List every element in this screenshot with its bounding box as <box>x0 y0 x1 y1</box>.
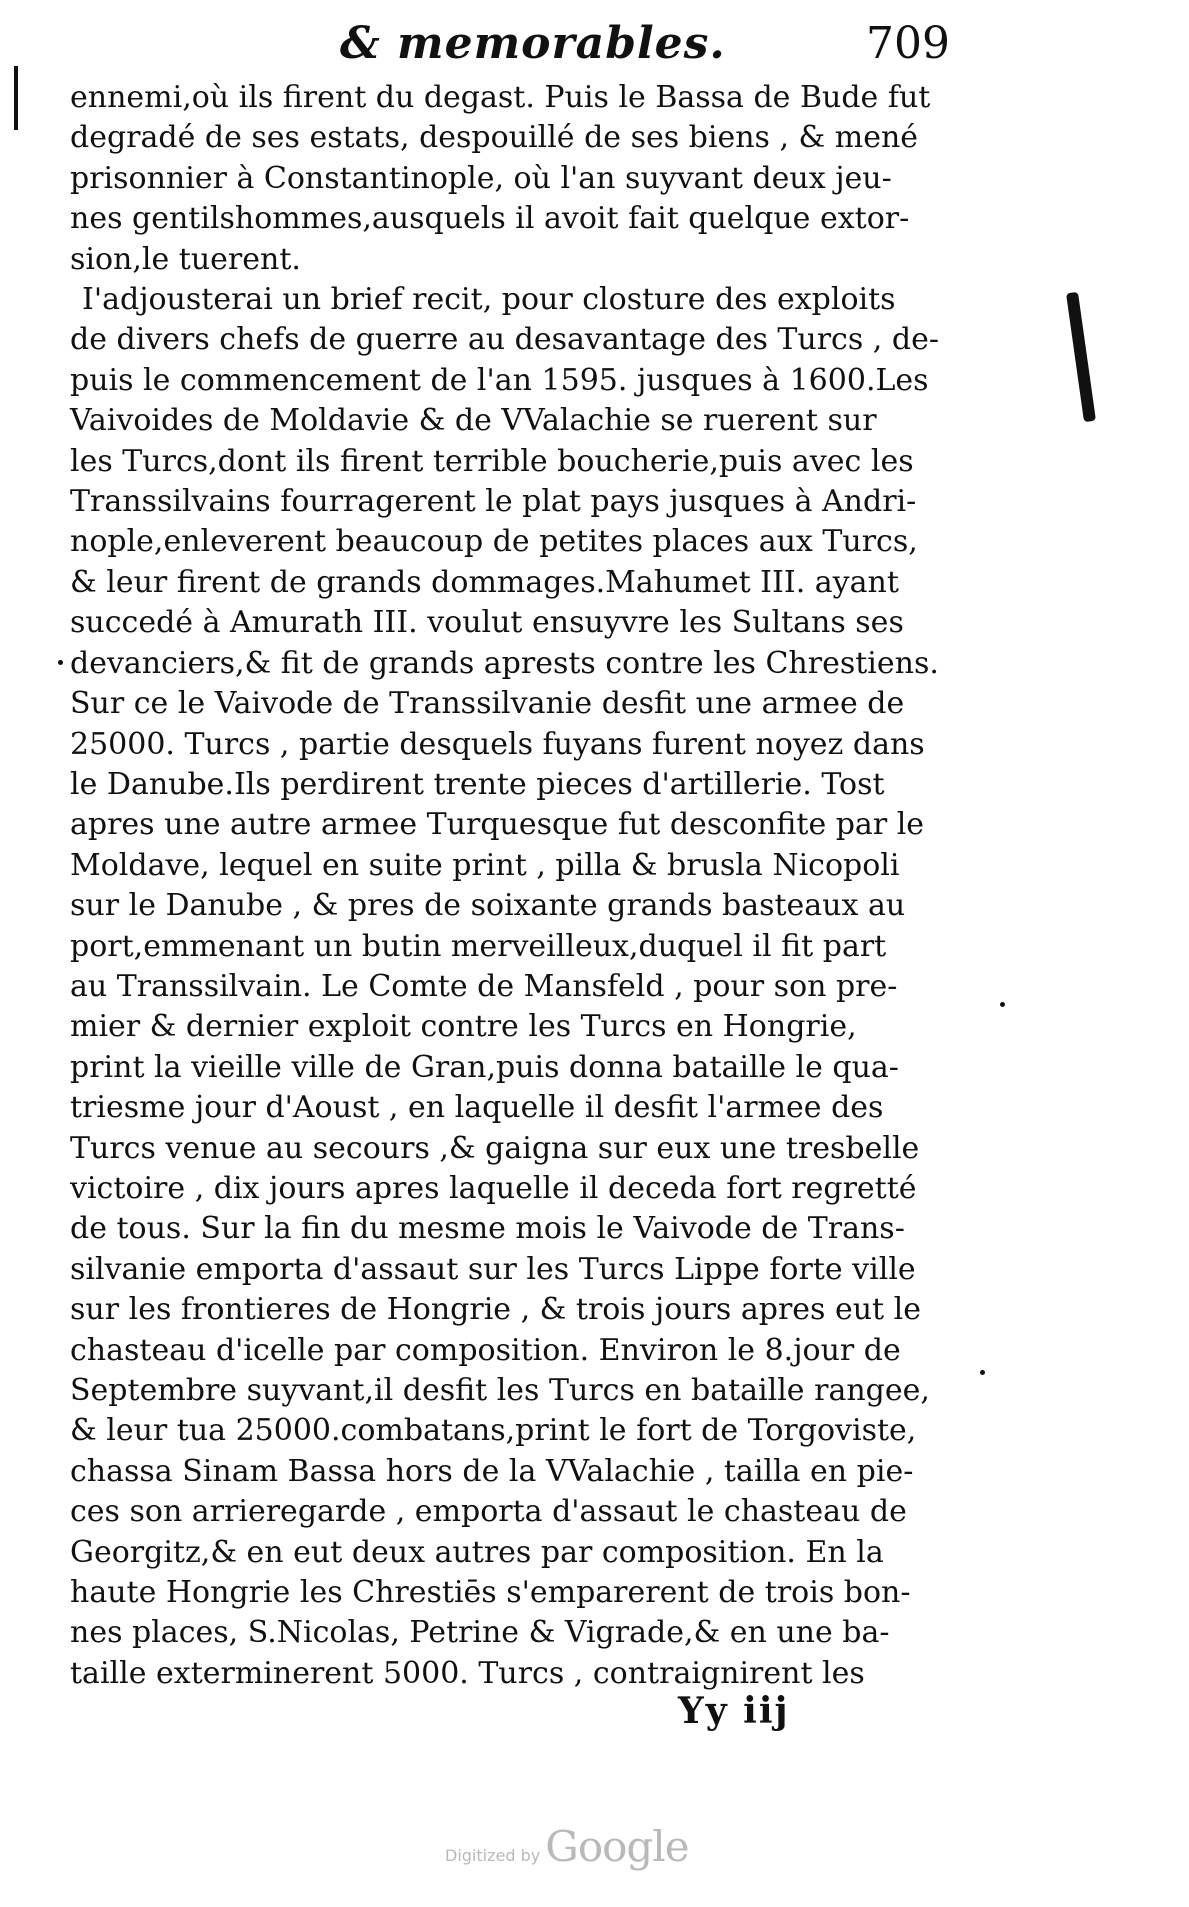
margin-stroke-left <box>14 66 18 130</box>
text-line: Moldave, lequel en suite print , pilla & brusla Nicopoli <box>70 847 900 883</box>
text-line: nople,enleverent beaucoup de petites places aux Turcs, <box>70 524 918 560</box>
body-text <box>70 78 939 1694</box>
page-header <box>60 18 950 78</box>
margin-dot <box>58 660 63 665</box>
text-line: nes places, S.Nicolas, Petrine & Vigrade,& en une ba- <box>70 1615 890 1651</box>
text-line: sur le Danube , & pres de soixante grands basteaux au <box>70 888 906 924</box>
text-line: le Danube.Ils perdirent trente pieces d'artillerie. Tost <box>70 766 885 802</box>
running-title: & memorables. <box>340 18 726 69</box>
text-line: Sur ce le Vaivode de Transsilvanie desfit une armee de <box>70 686 905 722</box>
text-line: silvanie emporta d'assaut sur les Turcs Lippe forte ville <box>70 1251 916 1287</box>
text-line: degradé de ses estats, despouillé de ses biens , & mené <box>70 120 919 156</box>
text-line: victoire , dix jours apres laquelle il deceda fort regretté <box>70 1170 917 1206</box>
text-line: Turcs venue au secours ,& gaigna sur eux une tresbelle <box>70 1130 920 1166</box>
text-line: haute Hongrie les Chrestiēs s'emparerent de trois bon- <box>70 1575 911 1611</box>
paragraph-start-line: I'adjousterai un brief recit, pour closture des exploits <box>82 282 896 318</box>
text-line: nes gentilshommes,ausquels il avoit fait quelque extor- <box>70 201 910 237</box>
text-line: de tous. Sur la fin du mesme mois le Vaivode de Trans- <box>70 1211 905 1247</box>
text-line: apres une autre armee Turquesque fut desconfite par le <box>70 807 925 843</box>
text-line: chasteau d'icelle par composition. Environ le 8.jour de <box>70 1332 901 1368</box>
text-line: devanciers,& fit de grands aprests contre les Chrestiens. <box>70 645 939 681</box>
text-line: prisonnier à Constantinople, où l'an suyvant deux jeu- <box>70 160 892 196</box>
digitized-watermark <box>445 1822 689 1871</box>
text-line: mier & dernier exploit contre les Turcs en Hongrie, <box>70 1009 857 1045</box>
text-line: Vaivoides de Moldavie & de VValachie se ruerent sur <box>70 403 877 439</box>
text-line: au Transsilvain. Le Comte de Mansfeld , pour son pre- <box>70 968 898 1004</box>
text-line: sur les frontieres de Hongrie , & trois jours apres eut le <box>70 1292 921 1328</box>
text-line: Transsilvains fourragerent le plat pays jusques à Andri- <box>70 484 917 520</box>
margin-stroke-right <box>1066 292 1096 422</box>
text-line: port,emmenant un butin merveilleux,duquel il fit part <box>70 928 887 964</box>
text-line: Georgitz,& en eut deux autres par composition. En la <box>70 1534 884 1570</box>
text-line: ces son arrieregarde , emporta d'assaut le chasteau de <box>70 1494 907 1530</box>
text-line: sion,le tuerent. <box>70 241 301 277</box>
text-line: puis le commencement de l'an 1595. jusques à 1600.Les <box>70 362 929 398</box>
text-line: 25000. Turcs , partie desquels fuyans furent noyez dans <box>70 726 925 762</box>
text-line: les Turcs,dont ils firent terrible boucherie,puis avec les <box>70 443 914 479</box>
text-line: Septembre suyvant,il desfit les Turcs en bataille rangee, <box>70 1373 930 1408</box>
google-logo: Google <box>545 1822 689 1871</box>
text-line: & leur firent de grands dommages.Mahumet III. ayant <box>70 564 899 600</box>
text-line: ennemi,où ils firent du degast. Puis le Bassa de Bude fut <box>70 80 931 115</box>
margin-dot <box>980 1370 985 1375</box>
signature-mark: Yy iij <box>678 1690 790 1732</box>
margin-dot <box>1000 1002 1005 1007</box>
page-number: 709 <box>866 18 950 69</box>
digitized-label: Digitized by <box>445 1846 541 1865</box>
text-line: succedé à Amurath III. voulut ensuyvre les Sultans ses <box>70 605 904 641</box>
text-line: triesme jour d'Aoust , en laquelle il desfit l'armee des <box>70 1090 884 1126</box>
text-line: de divers chefs de guerre au desavantage des Turcs , de- <box>70 322 939 358</box>
text-line: chassa Sinam Bassa hors de la VValachie , tailla en pie- <box>70 1453 914 1489</box>
text-line: & leur tua 25000.combatans,print le fort de Torgoviste, <box>70 1413 917 1449</box>
text-line: print la vieille ville de Gran,puis donna bataille le qua- <box>70 1049 899 1085</box>
text-line: taille exterminerent 5000. Turcs , contraignirent les <box>70 1655 865 1691</box>
